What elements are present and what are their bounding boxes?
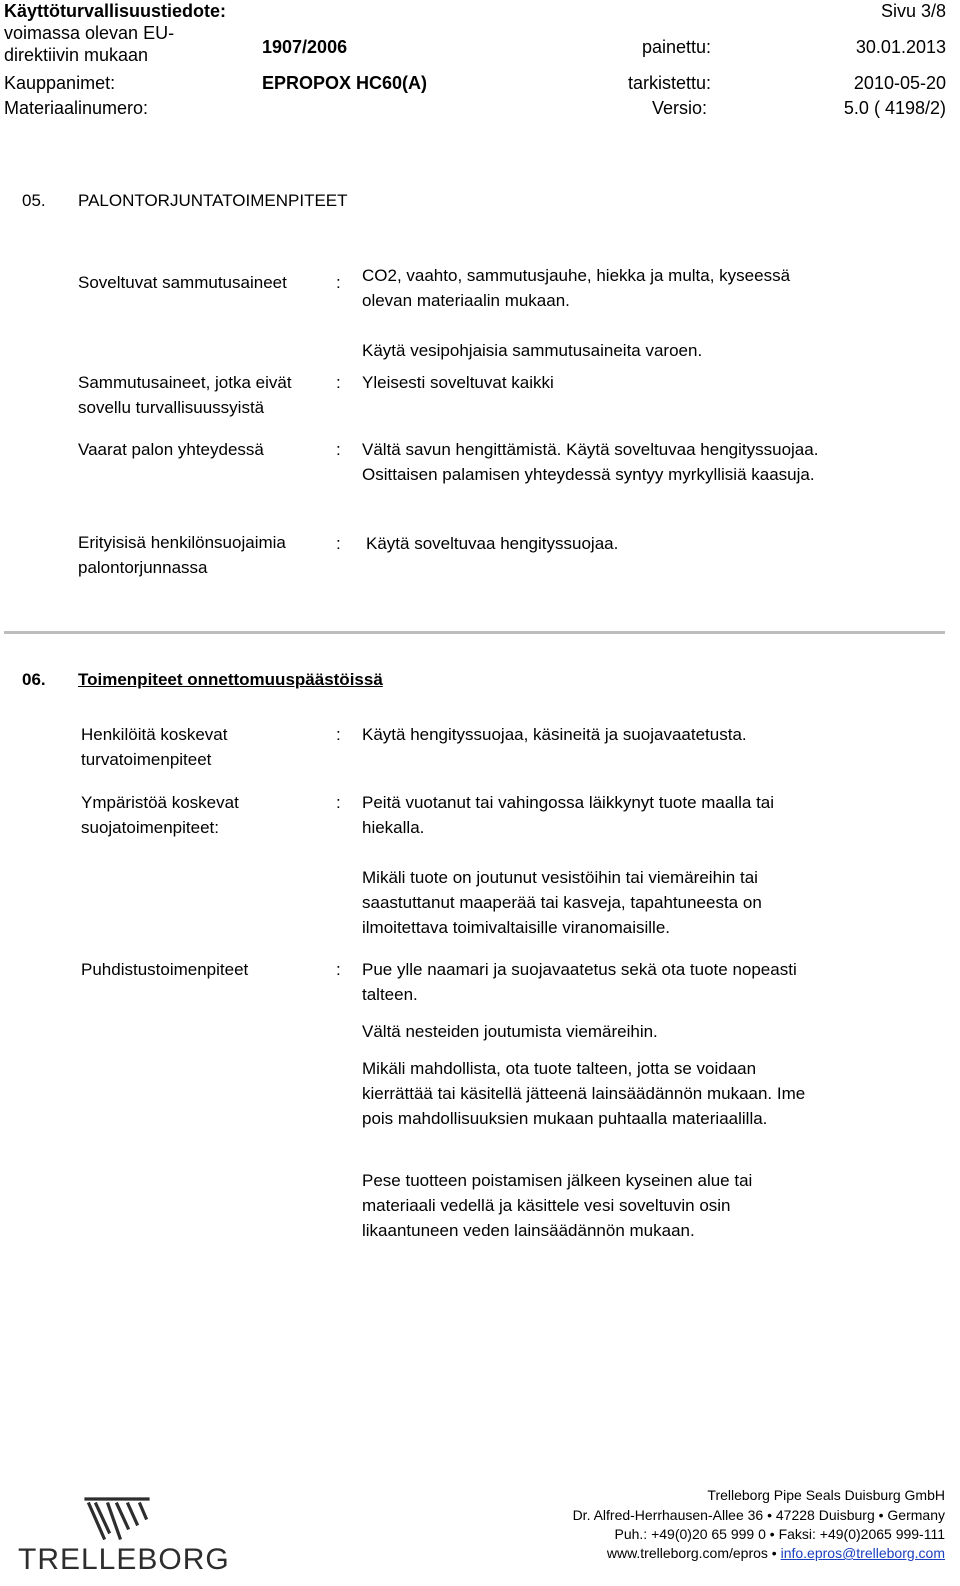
footer-website-link[interactable]: www.trelleborg.com/epros (606, 1545, 768, 1561)
trade-names-value: EPROPOX HC60(A) (262, 73, 428, 93)
extinguishing-media-label: Soveltuvat sammutusaineet (78, 273, 287, 292)
directive-value: 1907/2006 (262, 37, 348, 57)
colon: : (336, 373, 341, 392)
fire-hazards-label: Vaarat palon yhteydessä (78, 440, 264, 459)
colon: : (336, 273, 341, 292)
document-title: Käyttöturvallisuustiedote: (4, 1, 227, 21)
printed-label: painettu: (642, 37, 712, 57)
footer-phone: Puh.: +49(0)20 65 999 0 • Faksi: +49(0)2065 999-111 (614, 1526, 945, 1542)
trade-names-label: Kauppanimet: (4, 73, 116, 93)
colon: : (336, 793, 341, 812)
footer-email-link[interactable]: info.epros@trelleborg.com (780, 1545, 945, 1561)
version-value: 5.0 ( 4198/2) (843, 98, 946, 118)
colon: : (336, 534, 341, 553)
cleanup-methods-value: Pue ylle naamari ja suojavaatetus sekä ota tuote nopeasti talteen. (362, 960, 797, 1004)
cleanup-methods-note-2: Mikäli mahdollista, ota tuote talteen, jotta se voidaan kierrättää tai käsitellä jätteenä lainsäädännön mukaan. Ime pois mahdollisuuksien mukaan puhtaalla materiaalilla. (362, 1059, 806, 1128)
checked-label: tarkistettu: (628, 73, 712, 93)
unsuitable-media-label: Sammutusaineet, jotka eivät sovellu turvallisuussyistä (78, 373, 292, 417)
material-number-label: Materiaalinumero: (4, 98, 149, 118)
extinguishing-media-value: CO2, vaahto, sammutusjauhe, hiekka ja multa, kyseessä olevan materiaalin mukaan. (362, 266, 791, 310)
section-06-number: 06. (22, 670, 46, 689)
personal-precautions-label: Henkilöitä koskevat turvatoimenpiteet (81, 725, 228, 769)
trelleborg-logo-icon (84, 1496, 150, 1542)
protective-equipment-value: Käytä soveltuvaa hengityssuojaa. (366, 534, 619, 553)
section-05-title: PALONTORJUNTATOIMENPITEET (78, 191, 348, 210)
trelleborg-logo-text: TRELLEBORG (18, 1543, 230, 1576)
footer-separator: • (771, 1545, 777, 1561)
footer-contact (607, 1543, 945, 1563)
version-label: Versio: (652, 98, 708, 118)
directive-label-line1: voimassa olevan EU- (4, 23, 175, 43)
cleanup-methods-note-1: Vältä nesteiden joutumista viemäreihin. (362, 1022, 658, 1041)
fire-hazards-value: Vältä savun hengittämistä. Käytä soveltuvaa hengityssuojaa. Osittaisen palamisen yhteydessä syntyy myrkyllisiä kaasuja. (362, 440, 819, 484)
printed-value: 30.01.2013 (855, 37, 946, 57)
directive-label-line2: direktiivin mukaan (4, 45, 149, 65)
protective-equipment-label: Erityisisä henkilönsuojaimia palontorjunnassa (78, 533, 286, 577)
colon: : (336, 960, 341, 979)
section-05-number: 05. (22, 191, 46, 210)
colon: : (336, 440, 341, 459)
environmental-precautions-label: Ympäristöä koskevat suojatoimenpiteet: (81, 793, 239, 837)
cleanup-methods-note-3: Pese tuotteen poistamisen jälkeen kyseinen alue tai materiaali vedellä ja käsittele vesi soveltuvin osin likaantuneen veden lainsäädännön mukaan. (362, 1171, 753, 1240)
cleanup-methods-label: Puhdistustoimenpiteet (81, 960, 249, 979)
unsuitable-media-value: Yleisesti soveltuvat kaikki (362, 373, 554, 392)
environmental-precautions-value: Peitä vuotanut tai vahingossa läikkynyt tuote maalla tai hiekalla. (362, 793, 775, 837)
environmental-precautions-note: Mikäli tuote on joutunut vesistöihin tai viemäreihin tai saastuttanut maaperää tai kasveja, tapahtuneesta on ilmoitettava toimivaltaisille viranomaisille. (362, 868, 762, 937)
extinguishing-media-note: Käytä vesipohjaisia sammutusaineita varoen. (362, 341, 703, 360)
checked-value: 2010-05-20 (853, 73, 946, 93)
footer-company: Trelleborg Pipe Seals Duisburg GmbH (707, 1487, 945, 1503)
personal-precautions-value: Käytä hengityssuojaa, käsineitä ja suojavaatetusta. (362, 725, 747, 744)
colon: : (336, 725, 341, 744)
page-number: Sivu 3/8 (880, 1, 946, 21)
section-divider (4, 631, 945, 634)
section-06-title: Toimenpiteet onnettomuuspäästöissä (78, 670, 383, 689)
footer-address: Dr. Alfred-Herrhausen-Allee 36 • 47228 Duisburg • Germany (572, 1507, 945, 1523)
